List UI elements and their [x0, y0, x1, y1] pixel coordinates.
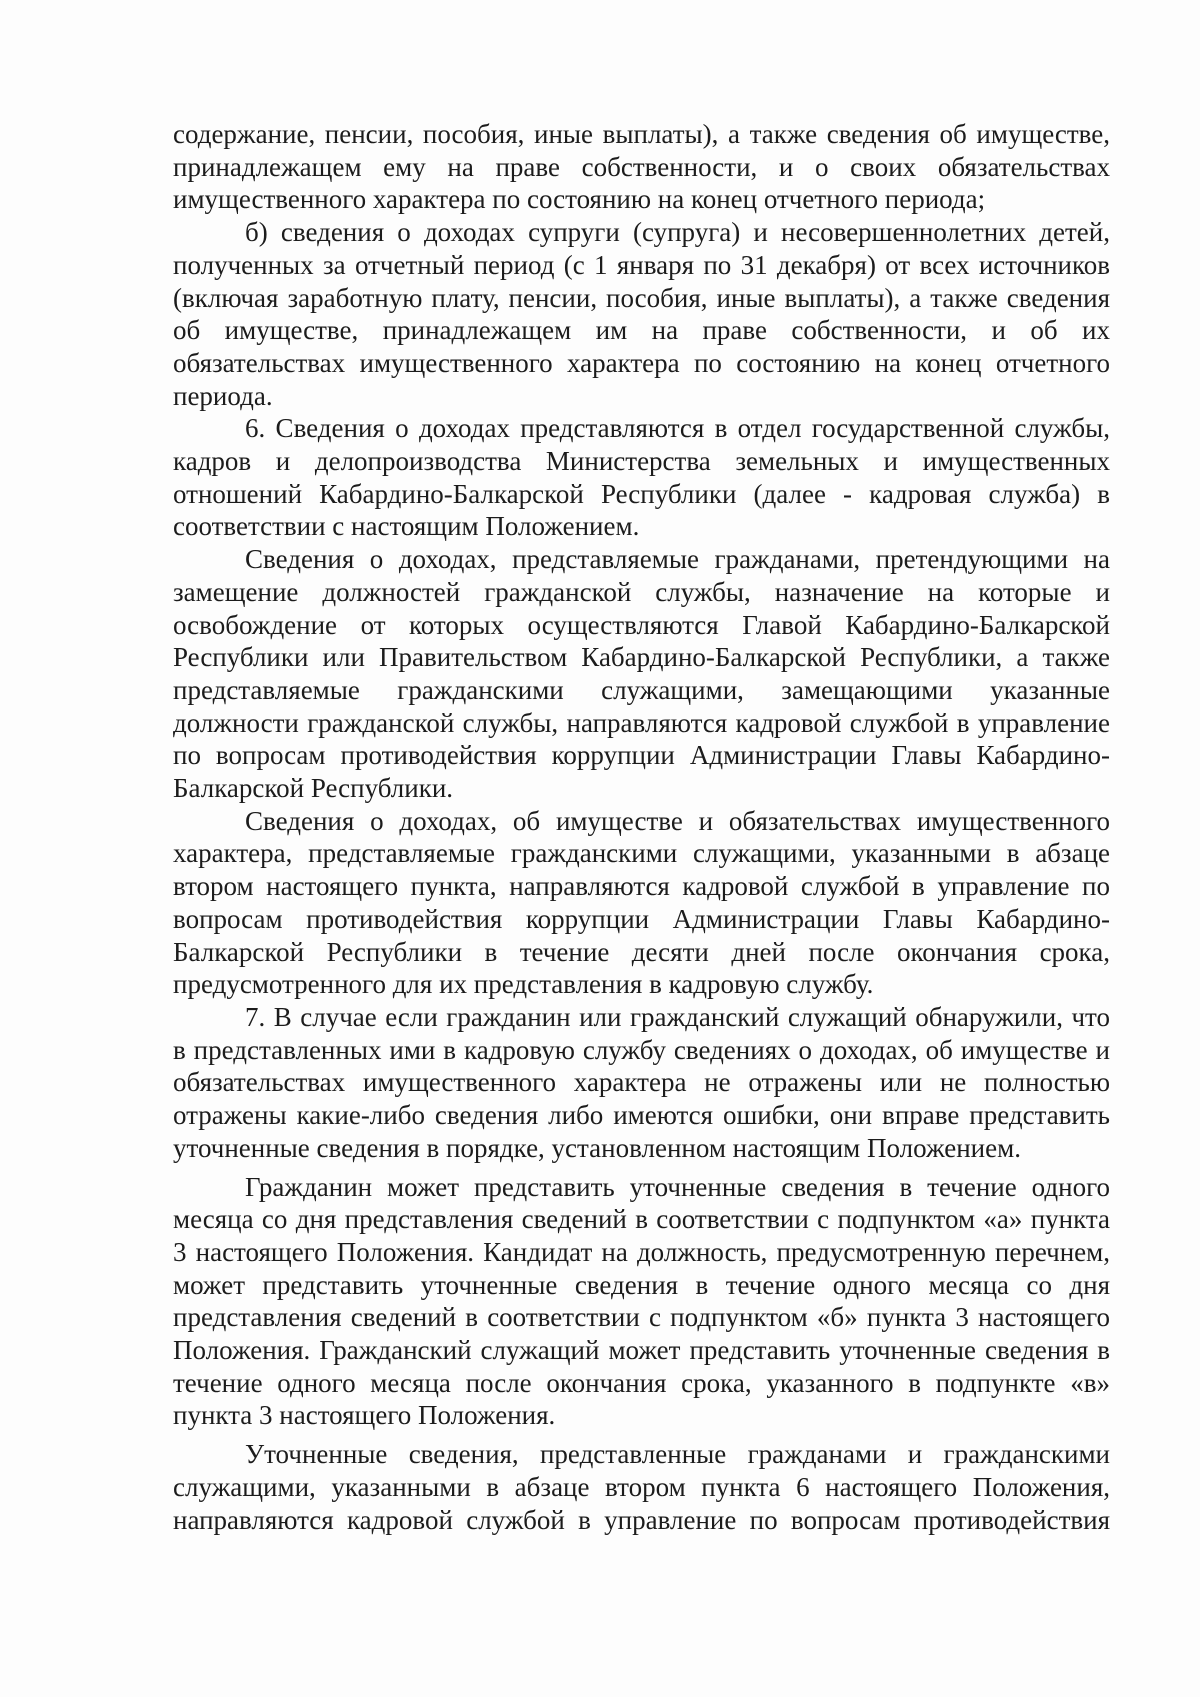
- paragraph-item-7: 7. В случае если гражданин или гражданский служащий обнаружили, что в представленных ими в кадровую службу сведениях о доходах, об имуществе и обязательствах имущественного характера не отражены или не полностью отражены какие-либо сведения либо имеются ошибки, они вправе представить уточненные сведения в порядке, установленном настоящим Положением.: [173, 1001, 1110, 1163]
- paragraph-item-7-second: Гражданин может представить уточненные сведения в течение одного месяца со дня представления сведений в соответствии с подпунктом «а» пункта 3 настоящего Положения. Кандидат на должность, предусмотренную перечнем, может представить уточненные сведения в течение одного месяца со дня представления сведений в соответствии с подпунктом «б» пункта 3 настоящего Положения. Гражданский служащий может представить уточненные сведения в течение одного месяца после окончания срока, указанного в подпункте «в» пункта 3 настоящего Положения.: [173, 1171, 1110, 1431]
- document-body: [173, 118, 1110, 1536]
- paragraph-subitem-b: б) сведения о доходах супруги (супруга) и несовершеннолетних детей, полученных за отчетный период (с 1 января по 31 декабря) от всех источников (включая заработную плату, пенсии, пособия, иные выплаты), а также сведения об имуществе, принадлежащем им на праве собственности, и об их обязательствах имущественного характера по состоянию на конец отчетного периода.: [173, 217, 1110, 411]
- paragraph-item-6-third: Сведения о доходах, об имуществе и обязательствах имущественного характера, представляемые гражданскими служащими, указанными в абзаце втором настоящего пункта, направляются кадровой службой в управление по вопросам противодействия коррупции Администрации Главы Кабардино-Балкарской Республики в течение десяти дней после окончания срока, предусмотренного для их представления в кадровую службу.: [173, 805, 1110, 1000]
- paragraph-item-7-third: Уточненные сведения, представленные гражданами и гражданскими служащими, указанными в абзаце втором пункта 6 настоящего Положения, направляются кадровой службой в управление по вопросам противодействия: [173, 1439, 1110, 1535]
- paragraph-item-6-second: Сведения о доходах, представляемые гражданами, претендующими на замещение должностей гражданской службы, назначение на которые и освобождение от которых осуществляются Главой Кабардино-Балкарской Республики или Правительством Кабардино-Балкарской Республики, а также представляемые гражданскими служащими, замещающими указанные должности гражданской службы, направляются кадровой службой в управление по вопросам противодействия коррупции Администрации Главы Кабардино-Балкарской Республики.: [173, 544, 1110, 804]
- paragraph-item-6: 6. Сведения о доходах представляются в отдел государственной службы, кадров и делопроизводства Министерства земельных и имущественных отношений Кабардино-Балкарской Республики (далее - кадровая служба) в соответствии с настоящим Положением.: [173, 413, 1110, 542]
- paragraph-income-continuation: содержание, пенсии, пособия, иные выплаты), а также сведения об имуществе, принадлежащем ему на праве собственности, и о своих обязательствах имущественного характера по состоянию на конец отчетного периода;: [173, 119, 1110, 215]
